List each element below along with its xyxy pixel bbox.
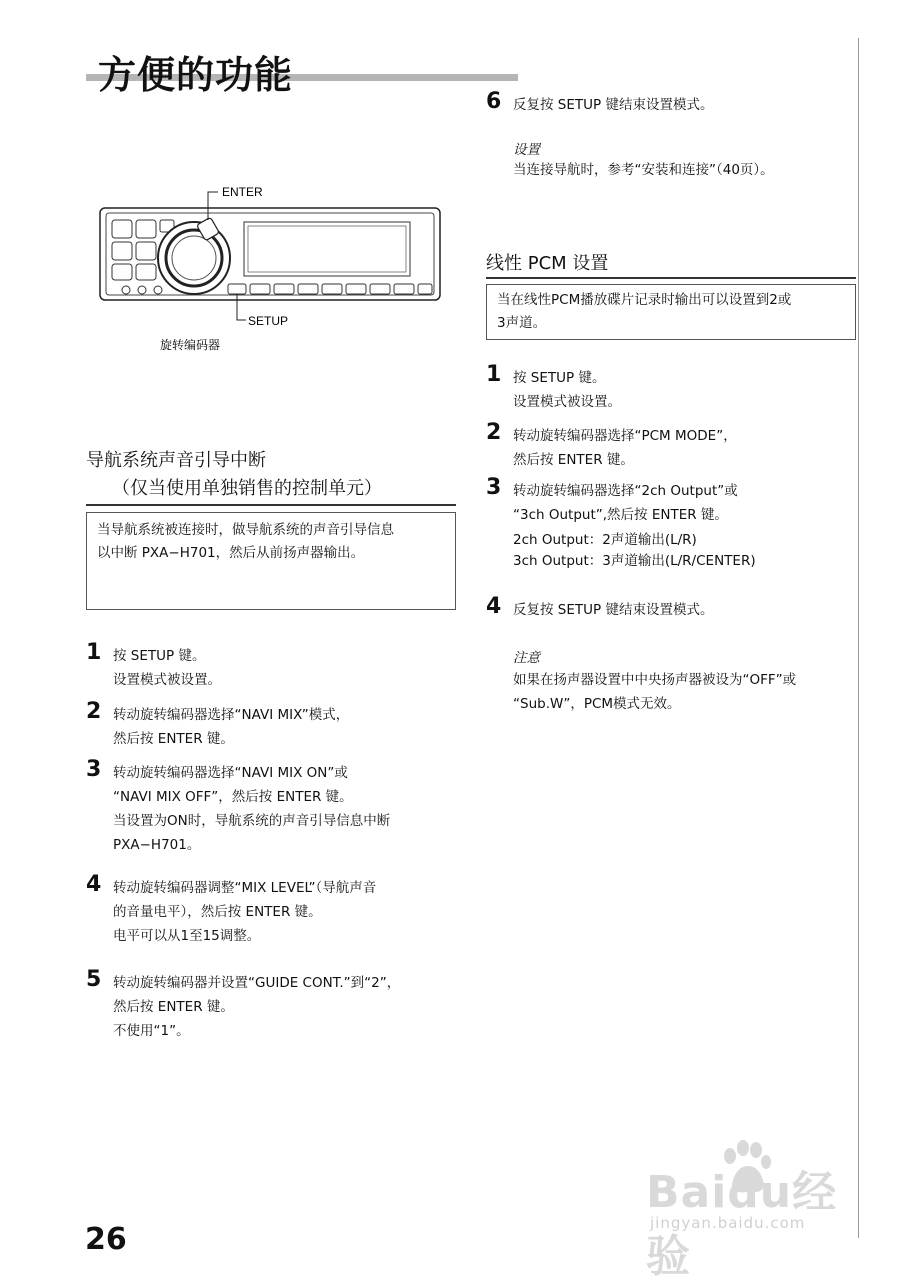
step-line: 转动旋转编码器调整“MIX LEVEL”（导航声音 [113,880,377,896]
page-right-rule [858,38,859,1238]
step-line: 当设置为ON时，导航系统的声音引导信息中断 [113,813,391,829]
pcm-section-rule [486,277,856,279]
caution-text [513,668,796,716]
head-unit-diagram [96,178,456,358]
pcm-box-line: 当在线性PCM播放碟片记录时输出可以设置到2或 [497,292,792,308]
step-line: “3ch Output”,然后按 ENTER 键。 [513,507,728,523]
step-line: 然后按 ENTER 键。 [513,452,634,468]
step-number: 4 [486,594,502,619]
pcm-output-item: 2ch Output：2声道输出(L/R) [513,532,697,548]
step-line: “NAVI MIX OFF”，然后按 ENTER 键。 [113,789,353,805]
step-line: 按 SETUP 键。 [113,648,206,664]
step-line: 然后按 ENTER 键。 [113,731,234,747]
step-line: 按 SETUP 键。 [513,370,606,386]
step-line: 转动旋转编码器选择“NAVI MIX ON”或 [113,765,348,781]
setup-note-text: 当连接导航时，参考“安装和连接”（40页）。 [513,162,774,178]
setup-note-title: 设置 [513,142,540,158]
step-line: 设置模式被设置。 [513,394,621,410]
navi-section-rule [86,504,456,506]
step-line: 反复按 SETUP 键结束设置模式。 [513,602,714,618]
navi-box-line: 当导航系统被连接时，做导航系统的声音引导信息 [97,522,394,538]
navi-section-title-2: （仅当使用单独销售的控制单元） [112,478,382,499]
step-line: 不使用“1”。 [113,1023,190,1039]
step-number: 1 [486,362,502,387]
encoder-label: 旋转编码器 [160,338,221,352]
step-line: 转动旋转编码器选择“2ch Output”或 [513,483,738,499]
step-line: 转动旋转编码器并设置“GUIDE CONT.”到“2”， [113,975,401,991]
step-line: 设置模式被设置。 [113,672,221,688]
step-line: 转动旋转编码器选择“NAVI MIX”模式， [113,707,350,723]
step-number: 2 [86,699,102,724]
pcm-section-title: 线性 PCM 设置 [486,253,609,274]
navi-box-line: 以中断 PXA−H701，然后从前扬声器输出。 [97,545,365,561]
step-number: 1 [86,640,102,665]
pcm-output-item: 3ch Output：3声道输出(L/R/CENTER) [513,553,756,569]
step-line: PXA−H701。 [113,837,201,853]
page-number: 26 [85,1222,127,1257]
caution-title: 注意 [513,650,540,666]
step-number: 4 [86,872,102,897]
step-number: 2 [486,420,502,445]
step-line: 然后按 ENTER 键。 [113,999,234,1015]
pcm-info-box [486,284,856,340]
step-line: 电平可以从1至15调整。 [113,928,261,944]
page-title: 方便的功能 [98,53,294,97]
pcm-box-line: 3声道。 [497,315,547,331]
enter-label: ENTER [222,185,263,199]
caution-line: 如果在扬声器设置中中央扬声器被设为“OFF”或 [513,672,797,688]
pcm-output-list [513,530,756,572]
step-line: 的音量电平），然后按 ENTER 键。 [113,904,322,920]
step-number: 3 [486,475,502,500]
step-number: 3 [86,757,102,782]
navi-info-box [86,512,456,610]
setup-label: SETUP [248,314,289,328]
baidu-watermark [646,1140,866,1282]
step-number: 5 [86,967,102,992]
watermark-main: Baidu经验 [646,1167,838,1282]
step-line: 反复按 SETUP 键结束设置模式。 [513,97,714,113]
step-number: 6 [486,89,502,114]
step-line: 转动旋转编码器选择“PCM MODE”， [513,428,737,444]
navi-section-title-1: 导航系统声音引导中断 [86,450,266,471]
watermark-sub: jingyan.baidu.com [650,1214,806,1232]
caution-line: “Sub.W”，PCM模式无效。 [513,696,681,712]
